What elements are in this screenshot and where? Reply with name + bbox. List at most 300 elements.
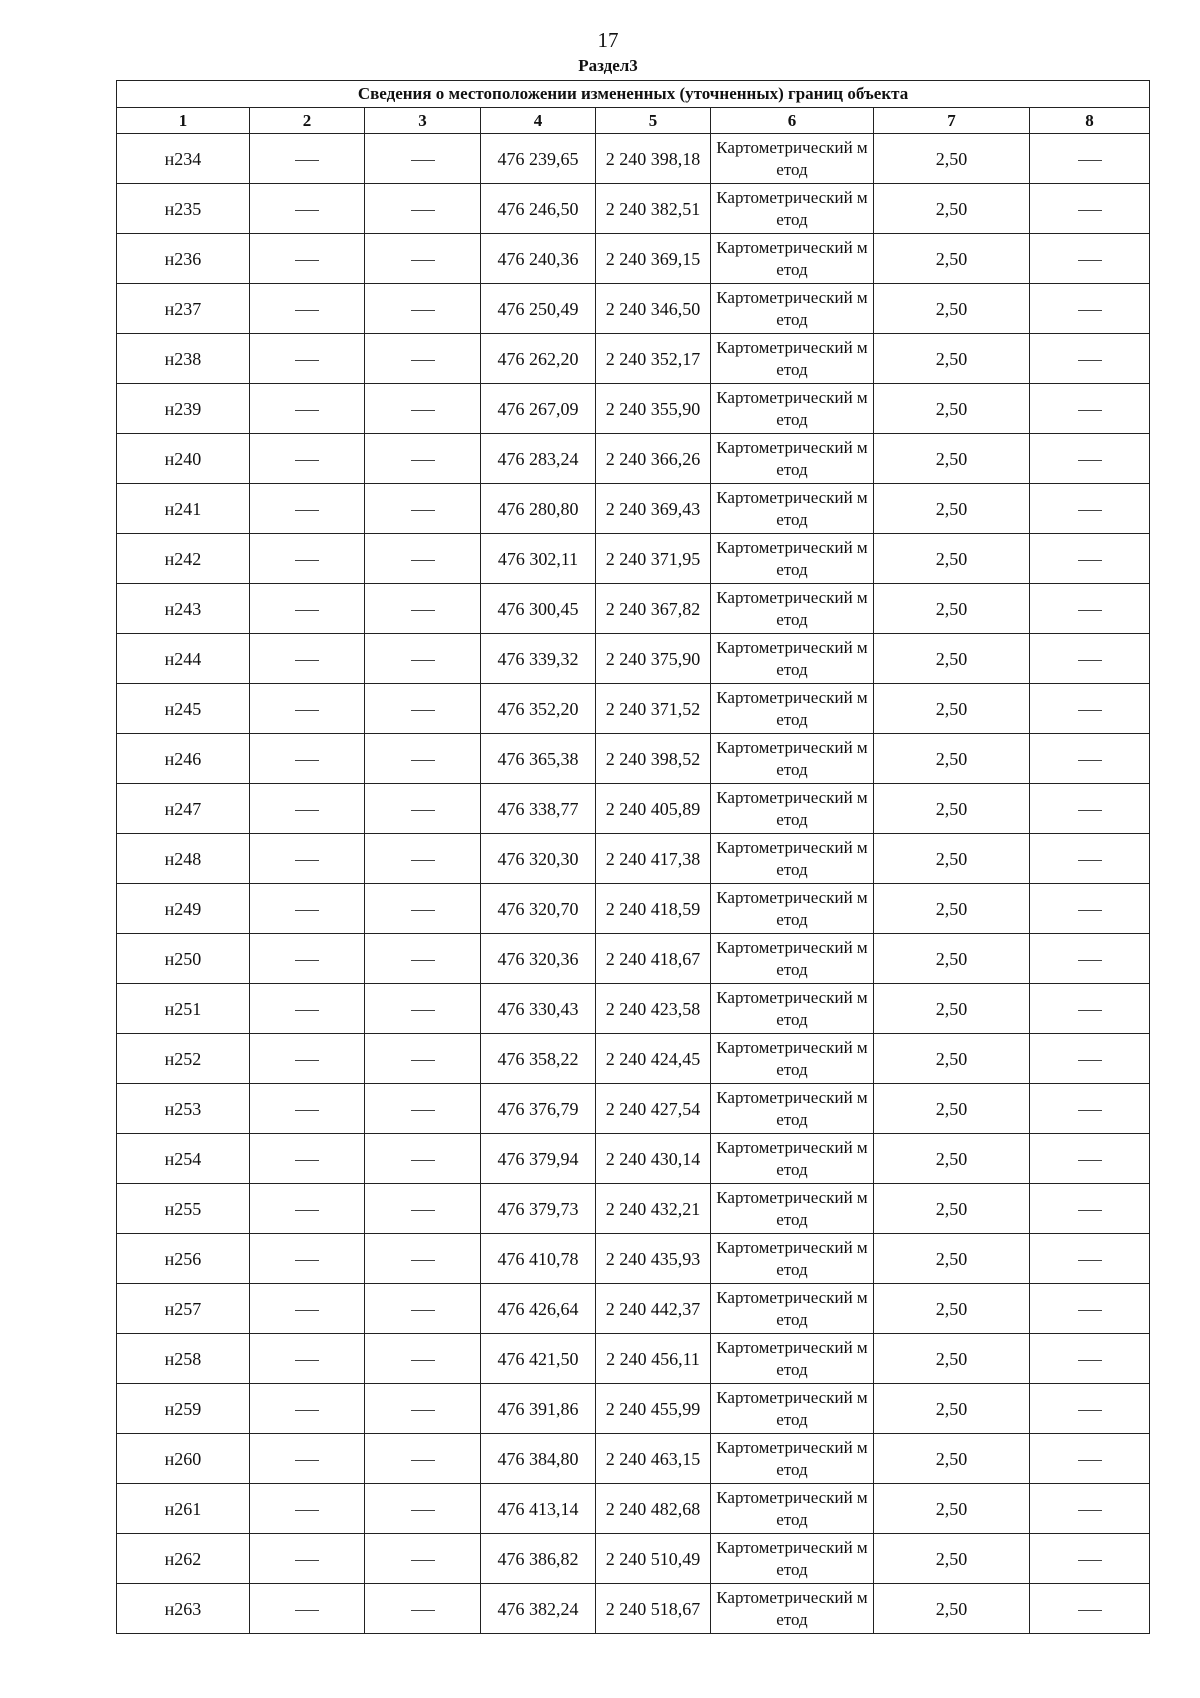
empty-cell bbox=[1030, 234, 1150, 284]
empty-cell bbox=[250, 834, 365, 884]
dash-mark bbox=[411, 760, 435, 761]
method-cell: Картометрический метод bbox=[711, 184, 874, 234]
empty-cell bbox=[250, 734, 365, 784]
dash-mark bbox=[295, 760, 319, 761]
x-coordinate-cell: 476 413,14 bbox=[481, 1484, 596, 1534]
method-cell: Картометрический метод bbox=[711, 1284, 874, 1334]
empty-cell bbox=[365, 534, 481, 584]
dash-mark bbox=[411, 360, 435, 361]
empty-cell bbox=[365, 1534, 481, 1584]
table-row bbox=[117, 1484, 1150, 1534]
empty-cell bbox=[250, 784, 365, 834]
dash-mark bbox=[295, 910, 319, 911]
accuracy-cell: 2,50 bbox=[874, 1484, 1030, 1534]
empty-cell bbox=[250, 184, 365, 234]
section-title: Раздел3 bbox=[578, 56, 638, 75]
empty-cell bbox=[365, 1284, 481, 1334]
dash-mark bbox=[411, 810, 435, 811]
y-coordinate-cell: 2 240 418,67 bbox=[596, 934, 711, 984]
dash-mark bbox=[411, 1510, 435, 1511]
dash-mark bbox=[1078, 1460, 1102, 1461]
empty-cell bbox=[250, 484, 365, 534]
accuracy-cell: 2,50 bbox=[874, 784, 1030, 834]
point-name-cell: н234 bbox=[117, 134, 250, 184]
empty-cell bbox=[1030, 984, 1150, 1034]
table-row bbox=[117, 1384, 1150, 1434]
empty-cell bbox=[1030, 884, 1150, 934]
method-cell: Картометрический метод bbox=[711, 634, 874, 684]
dash-mark bbox=[295, 1510, 319, 1511]
point-name-cell: н241 bbox=[117, 484, 250, 534]
point-name-cell: н236 bbox=[117, 234, 250, 284]
dash-mark bbox=[411, 1060, 435, 1061]
empty-cell bbox=[250, 1484, 365, 1534]
table-row bbox=[117, 934, 1150, 984]
empty-cell bbox=[1030, 1284, 1150, 1334]
empty-cell bbox=[250, 334, 365, 384]
x-coordinate-cell: 476 240,36 bbox=[481, 234, 596, 284]
dash-mark bbox=[295, 310, 319, 311]
empty-cell bbox=[1030, 1434, 1150, 1484]
accuracy-cell: 2,50 bbox=[874, 284, 1030, 334]
dash-mark bbox=[411, 160, 435, 161]
empty-cell bbox=[365, 1184, 481, 1234]
dash-mark bbox=[295, 960, 319, 961]
method-cell: Картометрический метод bbox=[711, 1034, 874, 1084]
empty-cell bbox=[365, 1484, 481, 1534]
dash-mark bbox=[411, 1610, 435, 1611]
point-name-cell: н253 bbox=[117, 1084, 250, 1134]
x-coordinate-cell: 476 379,73 bbox=[481, 1184, 596, 1234]
empty-cell bbox=[1030, 734, 1150, 784]
y-coordinate-cell: 2 240 346,50 bbox=[596, 284, 711, 334]
empty-cell bbox=[250, 1334, 365, 1384]
method-cell: Картометрический метод bbox=[711, 934, 874, 984]
accuracy-cell: 2,50 bbox=[874, 1084, 1030, 1134]
dash-mark bbox=[1078, 810, 1102, 811]
dash-mark bbox=[295, 1460, 319, 1461]
method-cell: Картометрический метод bbox=[711, 584, 874, 634]
dash-mark bbox=[1078, 710, 1102, 711]
table-row bbox=[117, 1034, 1150, 1084]
x-coordinate-cell: 476 283,24 bbox=[481, 434, 596, 484]
dash-mark bbox=[295, 860, 319, 861]
dash-mark bbox=[1078, 1160, 1102, 1161]
dash-mark bbox=[1078, 1110, 1102, 1111]
empty-cell bbox=[250, 1084, 365, 1134]
empty-cell bbox=[250, 1534, 365, 1584]
table-row bbox=[117, 584, 1150, 634]
column-number: 3 bbox=[365, 108, 481, 134]
point-name-cell: н263 bbox=[117, 1584, 250, 1634]
table-row bbox=[117, 1134, 1150, 1184]
empty-cell bbox=[1030, 1134, 1150, 1184]
y-coordinate-cell: 2 240 371,95 bbox=[596, 534, 711, 584]
method-cell: Картометрический метод bbox=[711, 284, 874, 334]
method-cell: Картометрический метод bbox=[711, 734, 874, 784]
accuracy-cell: 2,50 bbox=[874, 1284, 1030, 1334]
accuracy-cell: 2,50 bbox=[874, 584, 1030, 634]
empty-cell bbox=[250, 684, 365, 734]
table-row bbox=[117, 884, 1150, 934]
x-coordinate-cell: 476 339,32 bbox=[481, 634, 596, 684]
method-cell: Картометрический метод bbox=[711, 384, 874, 434]
table-row bbox=[117, 834, 1150, 884]
y-coordinate-cell: 2 240 366,26 bbox=[596, 434, 711, 484]
x-coordinate-cell: 476 262,20 bbox=[481, 334, 596, 384]
empty-cell bbox=[365, 1134, 481, 1184]
table-row bbox=[117, 134, 1150, 184]
empty-cell bbox=[365, 1434, 481, 1484]
empty-cell bbox=[1030, 834, 1150, 884]
empty-cell bbox=[1030, 1384, 1150, 1434]
dash-mark bbox=[411, 1260, 435, 1261]
empty-cell bbox=[250, 1034, 365, 1084]
table-row bbox=[117, 1584, 1150, 1634]
point-name-cell: н248 bbox=[117, 834, 250, 884]
dash-mark bbox=[295, 510, 319, 511]
accuracy-cell: 2,50 bbox=[874, 134, 1030, 184]
empty-cell bbox=[250, 234, 365, 284]
dash-mark bbox=[295, 1110, 319, 1111]
table-row bbox=[117, 1284, 1150, 1334]
y-coordinate-cell: 2 240 382,51 bbox=[596, 184, 711, 234]
dash-mark bbox=[411, 310, 435, 311]
empty-cell bbox=[365, 984, 481, 1034]
dash-mark bbox=[1078, 510, 1102, 511]
empty-cell bbox=[1030, 1484, 1150, 1534]
x-coordinate-cell: 476 320,70 bbox=[481, 884, 596, 934]
empty-cell bbox=[365, 584, 481, 634]
point-name-cell: н237 bbox=[117, 284, 250, 334]
y-coordinate-cell: 2 240 463,15 bbox=[596, 1434, 711, 1484]
dash-mark bbox=[295, 210, 319, 211]
dash-mark bbox=[411, 1460, 435, 1461]
empty-cell bbox=[1030, 1034, 1150, 1084]
empty-cell bbox=[1030, 334, 1150, 384]
table-row bbox=[117, 384, 1150, 434]
dash-mark bbox=[295, 1160, 319, 1161]
empty-cell bbox=[250, 284, 365, 334]
method-cell: Картометрический метод bbox=[711, 1084, 874, 1134]
point-name-cell: н262 bbox=[117, 1534, 250, 1584]
dash-mark bbox=[1078, 1010, 1102, 1011]
x-coordinate-cell: 476 320,30 bbox=[481, 834, 596, 884]
empty-cell bbox=[365, 1234, 481, 1284]
method-cell: Картометрический метод bbox=[711, 1384, 874, 1434]
table-row bbox=[117, 434, 1150, 484]
accuracy-cell: 2,50 bbox=[874, 1534, 1030, 1584]
y-coordinate-cell: 2 240 427,54 bbox=[596, 1084, 711, 1134]
dash-mark bbox=[1078, 1510, 1102, 1511]
point-name-cell: н249 bbox=[117, 884, 250, 934]
dash-mark bbox=[411, 960, 435, 961]
point-name-cell: н238 bbox=[117, 334, 250, 384]
y-coordinate-cell: 2 240 352,17 bbox=[596, 334, 711, 384]
dash-mark bbox=[1078, 160, 1102, 161]
dash-mark bbox=[411, 1110, 435, 1111]
method-cell: Картометрический метод bbox=[711, 1484, 874, 1534]
table-row bbox=[117, 1534, 1150, 1584]
x-coordinate-cell: 476 421,50 bbox=[481, 1334, 596, 1384]
dash-mark bbox=[411, 210, 435, 211]
accuracy-cell: 2,50 bbox=[874, 334, 1030, 384]
y-coordinate-cell: 2 240 355,90 bbox=[596, 384, 711, 434]
dash-mark bbox=[1078, 360, 1102, 361]
accuracy-cell: 2,50 bbox=[874, 984, 1030, 1034]
dash-mark bbox=[1078, 1310, 1102, 1311]
dash-mark bbox=[1078, 860, 1102, 861]
method-cell: Картометрический метод bbox=[711, 1584, 874, 1634]
empty-cell bbox=[365, 784, 481, 834]
empty-cell bbox=[365, 1034, 481, 1084]
y-coordinate-cell: 2 240 424,45 bbox=[596, 1034, 711, 1084]
table-row bbox=[117, 1234, 1150, 1284]
empty-cell bbox=[250, 384, 365, 434]
point-name-cell: н239 bbox=[117, 384, 250, 434]
y-coordinate-cell: 2 240 371,52 bbox=[596, 684, 711, 734]
dash-mark bbox=[295, 360, 319, 361]
empty-cell bbox=[1030, 284, 1150, 334]
dash-mark bbox=[1078, 410, 1102, 411]
empty-cell bbox=[250, 934, 365, 984]
y-coordinate-cell: 2 240 430,14 bbox=[596, 1134, 711, 1184]
dash-mark bbox=[411, 1560, 435, 1561]
table-row bbox=[117, 784, 1150, 834]
y-coordinate-cell: 2 240 367,82 bbox=[596, 584, 711, 634]
method-cell: Картометрический метод bbox=[711, 1184, 874, 1234]
empty-cell bbox=[365, 334, 481, 384]
point-name-cell: н252 bbox=[117, 1034, 250, 1084]
accuracy-cell: 2,50 bbox=[874, 484, 1030, 534]
accuracy-cell: 2,50 bbox=[874, 1434, 1030, 1484]
empty-cell bbox=[365, 134, 481, 184]
y-coordinate-cell: 2 240 369,43 bbox=[596, 484, 711, 534]
empty-cell bbox=[250, 884, 365, 934]
dash-mark bbox=[1078, 1060, 1102, 1061]
y-coordinate-cell: 2 240 432,21 bbox=[596, 1184, 711, 1234]
empty-cell bbox=[365, 1384, 481, 1434]
dash-mark bbox=[411, 1410, 435, 1411]
y-coordinate-cell: 2 240 369,15 bbox=[596, 234, 711, 284]
table-row bbox=[117, 334, 1150, 384]
dash-mark bbox=[1078, 1210, 1102, 1211]
accuracy-cell: 2,50 bbox=[874, 384, 1030, 434]
x-coordinate-cell: 476 382,24 bbox=[481, 1584, 596, 1634]
accuracy-cell: 2,50 bbox=[874, 1234, 1030, 1284]
dash-mark bbox=[1078, 910, 1102, 911]
empty-cell bbox=[365, 234, 481, 284]
dash-mark bbox=[1078, 760, 1102, 761]
accuracy-cell: 2,50 bbox=[874, 884, 1030, 934]
dash-mark bbox=[411, 460, 435, 461]
dash-mark bbox=[411, 610, 435, 611]
empty-cell bbox=[365, 184, 481, 234]
empty-cell bbox=[250, 434, 365, 484]
dash-mark bbox=[411, 560, 435, 561]
empty-cell bbox=[365, 884, 481, 934]
point-name-cell: н255 bbox=[117, 1184, 250, 1234]
empty-cell bbox=[250, 584, 365, 634]
table-row bbox=[117, 484, 1150, 534]
dash-mark bbox=[1078, 260, 1102, 261]
method-cell: Картометрический метод bbox=[711, 1134, 874, 1184]
dash-mark bbox=[1078, 560, 1102, 561]
empty-cell bbox=[250, 1284, 365, 1334]
empty-cell bbox=[365, 734, 481, 784]
empty-cell bbox=[250, 134, 365, 184]
x-coordinate-cell: 476 386,82 bbox=[481, 1534, 596, 1584]
y-coordinate-cell: 2 240 442,37 bbox=[596, 1284, 711, 1334]
point-name-cell: н245 bbox=[117, 684, 250, 734]
column-number: 2 bbox=[250, 108, 365, 134]
point-name-cell: н256 bbox=[117, 1234, 250, 1284]
empty-cell bbox=[1030, 1334, 1150, 1384]
column-number-row bbox=[117, 108, 1150, 134]
dash-mark bbox=[411, 260, 435, 261]
x-coordinate-cell: 476 365,38 bbox=[481, 734, 596, 784]
method-cell: Картометрический метод bbox=[711, 1334, 874, 1384]
method-cell: Картометрический метод bbox=[711, 784, 874, 834]
empty-cell bbox=[1030, 534, 1150, 584]
table-row bbox=[117, 1184, 1150, 1234]
table-row bbox=[117, 684, 1150, 734]
method-cell: Картометрический метод bbox=[711, 334, 874, 384]
accuracy-cell: 2,50 bbox=[874, 1184, 1030, 1234]
dash-mark bbox=[1078, 460, 1102, 461]
method-cell: Картометрический метод bbox=[711, 434, 874, 484]
dash-mark bbox=[1078, 1260, 1102, 1261]
empty-cell bbox=[1030, 484, 1150, 534]
method-cell: Картометрический метод bbox=[711, 984, 874, 1034]
y-coordinate-cell: 2 240 423,58 bbox=[596, 984, 711, 1034]
dash-mark bbox=[1078, 660, 1102, 661]
empty-cell bbox=[1030, 1234, 1150, 1284]
empty-cell bbox=[1030, 134, 1150, 184]
table-body bbox=[117, 134, 1150, 1634]
point-name-cell: н251 bbox=[117, 984, 250, 1034]
empty-cell bbox=[1030, 684, 1150, 734]
dash-mark bbox=[295, 1010, 319, 1011]
dash-mark bbox=[411, 1210, 435, 1211]
accuracy-cell: 2,50 bbox=[874, 534, 1030, 584]
dash-mark bbox=[295, 260, 319, 261]
x-coordinate-cell: 476 379,94 bbox=[481, 1134, 596, 1184]
empty-cell bbox=[250, 1184, 365, 1234]
point-name-cell: н247 bbox=[117, 784, 250, 834]
x-coordinate-cell: 476 320,36 bbox=[481, 934, 596, 984]
dash-mark bbox=[1078, 1560, 1102, 1561]
y-coordinate-cell: 2 240 398,52 bbox=[596, 734, 711, 784]
method-cell: Картометрический метод bbox=[711, 1434, 874, 1484]
point-name-cell: н257 bbox=[117, 1284, 250, 1334]
empty-cell bbox=[365, 1584, 481, 1634]
point-name-cell: н240 bbox=[117, 434, 250, 484]
empty-cell bbox=[365, 284, 481, 334]
accuracy-cell: 2,50 bbox=[874, 734, 1030, 784]
point-name-cell: н242 bbox=[117, 534, 250, 584]
column-number: 5 bbox=[596, 108, 711, 134]
y-coordinate-cell: 2 240 398,18 bbox=[596, 134, 711, 184]
method-cell: Картометрический метод bbox=[711, 234, 874, 284]
point-name-cell: н250 bbox=[117, 934, 250, 984]
page-number: 17 bbox=[597, 28, 619, 52]
dash-mark bbox=[1078, 960, 1102, 961]
column-number: 1 bbox=[117, 108, 250, 134]
dash-mark bbox=[295, 660, 319, 661]
table-row bbox=[117, 984, 1150, 1034]
dash-mark bbox=[1078, 310, 1102, 311]
dash-mark bbox=[295, 560, 319, 561]
x-coordinate-cell: 476 267,09 bbox=[481, 384, 596, 434]
table-row bbox=[117, 184, 1150, 234]
point-name-cell: н258 bbox=[117, 1334, 250, 1384]
column-number: 4 bbox=[481, 108, 596, 134]
dash-mark bbox=[411, 1310, 435, 1311]
empty-cell bbox=[250, 984, 365, 1034]
y-coordinate-cell: 2 240 405,89 bbox=[596, 784, 711, 834]
empty-cell bbox=[1030, 1184, 1150, 1234]
empty-cell bbox=[1030, 184, 1150, 234]
dash-mark bbox=[295, 1610, 319, 1611]
dash-mark bbox=[411, 710, 435, 711]
x-coordinate-cell: 476 300,45 bbox=[481, 584, 596, 634]
empty-cell bbox=[250, 534, 365, 584]
x-coordinate-cell: 476 250,49 bbox=[481, 284, 596, 334]
x-coordinate-cell: 476 376,79 bbox=[481, 1084, 596, 1134]
point-name-cell: н246 bbox=[117, 734, 250, 784]
dash-mark bbox=[1078, 1610, 1102, 1611]
empty-cell bbox=[1030, 1584, 1150, 1634]
empty-cell bbox=[1030, 634, 1150, 684]
empty-cell bbox=[1030, 1534, 1150, 1584]
empty-cell bbox=[1030, 584, 1150, 634]
dash-mark bbox=[411, 1010, 435, 1011]
empty-cell bbox=[250, 634, 365, 684]
dash-mark bbox=[295, 1060, 319, 1061]
dash-mark bbox=[295, 610, 319, 611]
method-cell: Картометрический метод bbox=[711, 484, 874, 534]
y-coordinate-cell: 2 240 417,38 bbox=[596, 834, 711, 884]
dash-mark bbox=[295, 460, 319, 461]
empty-cell bbox=[365, 1084, 481, 1134]
accuracy-cell: 2,50 bbox=[874, 634, 1030, 684]
accuracy-cell: 2,50 bbox=[874, 184, 1030, 234]
empty-cell bbox=[1030, 1084, 1150, 1134]
method-cell: Картометрический метод bbox=[711, 1234, 874, 1284]
dash-mark bbox=[295, 1560, 319, 1561]
method-cell: Картометрический метод bbox=[711, 684, 874, 734]
empty-cell bbox=[1030, 784, 1150, 834]
accuracy-cell: 2,50 bbox=[874, 1584, 1030, 1634]
empty-cell bbox=[250, 1384, 365, 1434]
dash-mark bbox=[295, 1360, 319, 1361]
x-coordinate-cell: 476 246,50 bbox=[481, 184, 596, 234]
empty-cell bbox=[365, 634, 481, 684]
dash-mark bbox=[295, 1210, 319, 1211]
x-coordinate-cell: 476 358,22 bbox=[481, 1034, 596, 1084]
dash-mark bbox=[1078, 210, 1102, 211]
empty-cell bbox=[365, 934, 481, 984]
accuracy-cell: 2,50 bbox=[874, 434, 1030, 484]
accuracy-cell: 2,50 bbox=[874, 834, 1030, 884]
y-coordinate-cell: 2 240 418,59 bbox=[596, 884, 711, 934]
accuracy-cell: 2,50 bbox=[874, 1334, 1030, 1384]
boundary-coordinates-table bbox=[116, 80, 1150, 1634]
dash-mark bbox=[295, 1410, 319, 1411]
empty-cell bbox=[250, 1434, 365, 1484]
dash-mark bbox=[411, 910, 435, 911]
